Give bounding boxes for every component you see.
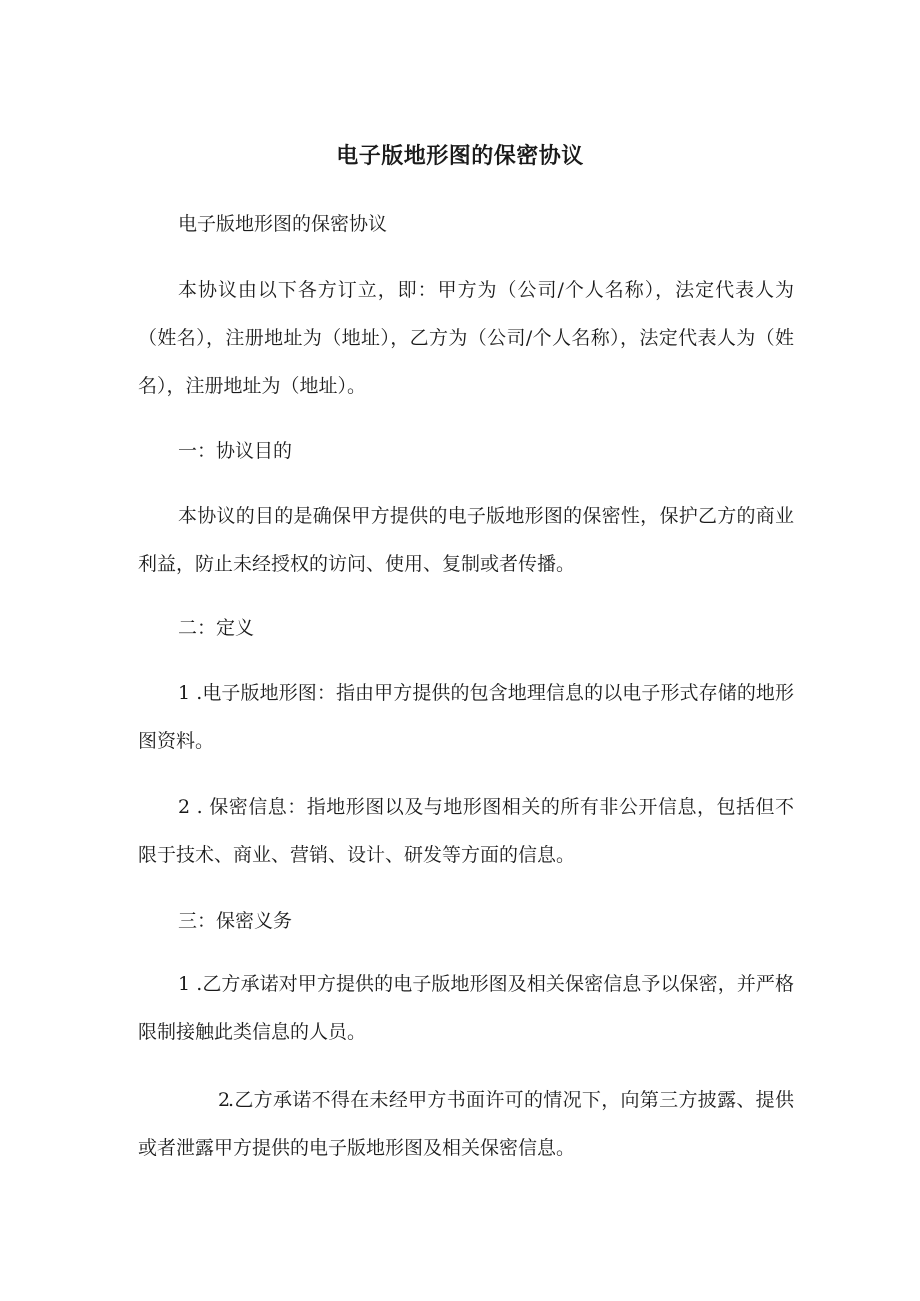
definition-item-2: 2 . 保密信息：指地形图以及与地形图相关的所有非公开信息，包括但不限于技术、商业、营销、设计、研发等方面的信息。 — [138, 796, 794, 866]
section-2-heading: 二：定义 — [178, 617, 255, 639]
intro-paragraph: 本协议由以下各方订立，即：甲方为（公司/个人名称），法定代表人为（姓名），注册地址为（地址），乙方为（公司/个人名称），法定代表人为（姓名），注册地址为（地址）。 — [138, 279, 794, 397]
section-1-paragraph: 本协议的目的是确保甲方提供的电子版地形图的保密性，保护乙方的商业利益，防止未经授权的访问、使用、复制或者传播。 — [138, 505, 794, 575]
definition-item-1: 1 .电子版地形图：指由甲方提供的包含地理信息的以电子形式存储的地形图资料。 — [138, 682, 794, 752]
document-title: 电子版地形图的保密协议 — [336, 144, 584, 169]
obligation-item-2 — [138, 1076, 794, 1172]
obligation-item-2-number: 2 — [218, 1089, 231, 1111]
document-subtitle: 电子版地形图的保密协议 — [178, 213, 388, 235]
section-3-heading: 三：保密义务 — [178, 910, 293, 932]
section-1-heading: 一：协议目的 — [178, 440, 293, 462]
obligation-item-1: 1 .乙方承诺对甲方提供的电子版地形图及相关保密信息予以保密，并严格限制接触此类信息的人员。 — [138, 973, 794, 1043]
obligation-item-2-text: .乙方承诺不得在未经甲方书面许可的情况下，向第三方披露、提供或者泄露甲方提供的电子版地形图及相关保密信息。 — [138, 1089, 794, 1159]
